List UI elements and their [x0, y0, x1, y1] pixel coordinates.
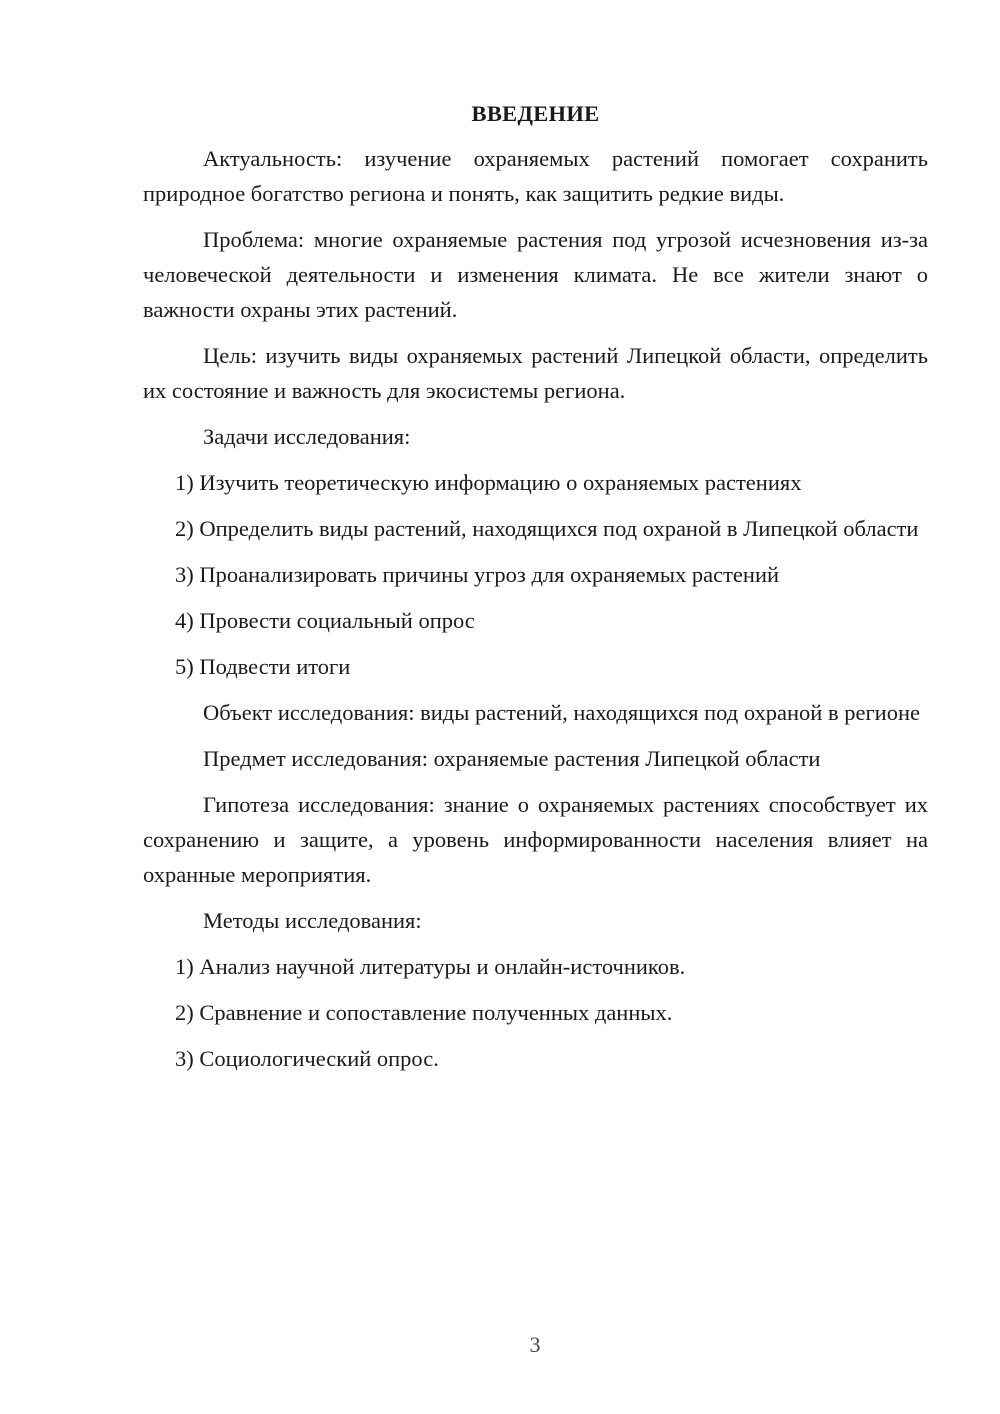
task-item: 2) Определить виды растений, находящихся под охраной в Липецкой области: [175, 516, 919, 541]
goal-paragraph: Цель: изучить виды охраняемых растений Липецкой области, определить их состояние и важность для экосистемы региона.: [143, 343, 928, 403]
problem-paragraph: Проблема: многие охраняемые растения под угрозой исчезновения из-за человеческой деятельности и изменения климата. Не все жители знают о важности охраны этих растений.: [143, 227, 928, 322]
task-item: 3) Проанализировать причины угроз для охраняемых растений: [175, 562, 780, 587]
task-item: 5) Подвести итоги: [175, 654, 351, 679]
tasks-heading: Задачи исследования:: [203, 424, 411, 449]
hypothesis-paragraph: Гипотеза исследования: знание о охраняемых растениях способствует их сохранению и защите, а уровень информированности населения влияет на охранные мероприятия.: [143, 792, 928, 887]
object-paragraph: Объект исследования: виды растений, находящихся под охраной в регионе: [203, 700, 921, 725]
page-number: 3: [529, 1332, 541, 1357]
method-item: 3) Социологический опрос.: [175, 1046, 439, 1071]
methods-heading: Методы исследования:: [203, 908, 422, 933]
task-item: 4) Провести социальный опрос: [175, 608, 475, 633]
subject-paragraph: Предмет исследования: охраняемые растения Липецкой области: [203, 746, 821, 771]
task-item: 1) Изучить теоретическую информацию о охраняемых растениях: [175, 470, 802, 495]
page-content: [143, 96, 928, 1087]
section-title: ВВЕДЕНИЕ: [471, 101, 600, 126]
relevance-paragraph: Актуальность: изучение охраняемых растений помогает сохранить природное богатство региона и понять, как защитить редкие виды.: [143, 146, 928, 206]
method-item: 2) Сравнение и сопоставление полученных данных.: [175, 1000, 673, 1025]
method-item: 1) Анализ научной литературы и онлайн-источников.: [175, 954, 686, 979]
